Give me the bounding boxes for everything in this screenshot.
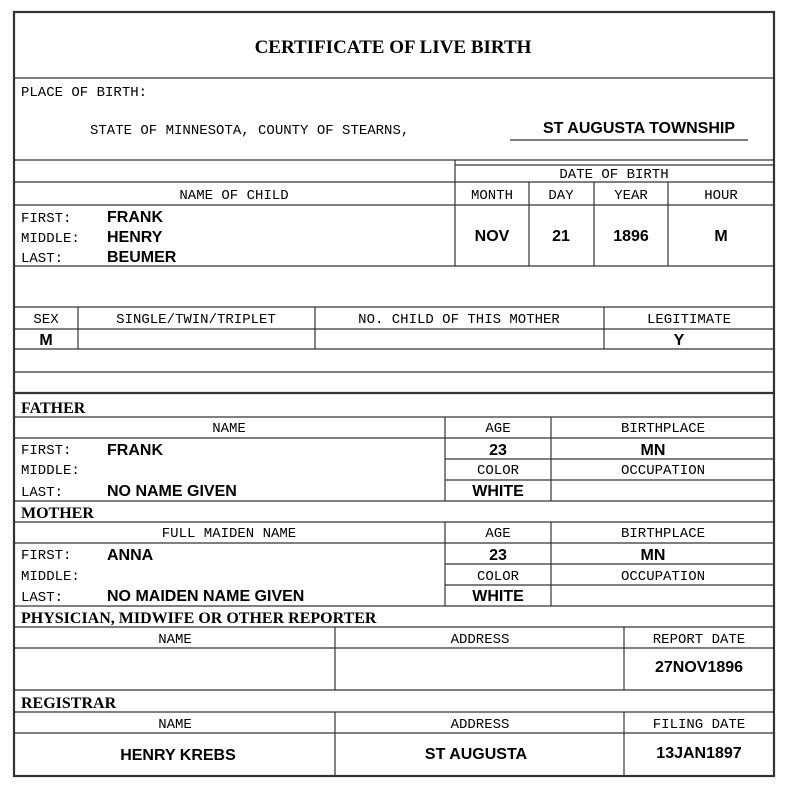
mother-last-label: LAST: [21, 590, 64, 606]
child-name-header: NAME OF CHILD [179, 188, 289, 204]
hour-header: HOUR [704, 188, 738, 204]
registrar-name-header: NAME [158, 717, 192, 733]
certificate-title: CERTIFICATE OF LIVE BIRTH [254, 37, 532, 58]
child-last-name: BEUMER [107, 249, 177, 266]
physician-name-header: NAME [158, 632, 192, 648]
mother-color: WHITE [472, 588, 524, 605]
birth-year: 1896 [613, 228, 649, 245]
child-first-label: FIRST: [21, 211, 72, 227]
mother-first-name: ANNA [107, 547, 154, 564]
father-color-header: COLOR [476, 463, 520, 479]
mother-age: 23 [489, 547, 507, 564]
legitimate-value: Y [673, 332, 685, 349]
multiple-birth-header: SINGLE/TWIN/TRIPLET [116, 312, 276, 328]
father-color: WHITE [472, 483, 524, 500]
registrar-address-header: ADDRESS [450, 717, 510, 733]
father-first-name: FRANK [107, 442, 163, 459]
child-middle-label: MIDDLE: [21, 231, 80, 247]
father-age: 23 [489, 442, 507, 459]
mother-section-label: MOTHER [21, 505, 94, 522]
mother-color-header: COLOR [476, 569, 520, 585]
birth-township: ST AUGUSTA TOWNSHIP [543, 120, 735, 137]
place-of-birth-label: PLACE OF BIRTH: [21, 85, 148, 101]
legitimate-header: LEGITIMATE [646, 312, 732, 328]
report-date: 27NOV1896 [654, 659, 744, 676]
father-middle-label: MIDDLE: [21, 463, 80, 479]
father-section-label: FATHER [21, 400, 86, 417]
father-first-label: FIRST: [21, 443, 72, 459]
physician-address-header: ADDRESS [450, 632, 510, 648]
birth-month: NOV [474, 228, 510, 245]
father-birthplace: MN [640, 442, 666, 459]
day-header: DAY [548, 188, 574, 204]
father-last-name: NO NAME GIVEN [107, 483, 237, 500]
father-last-label: LAST: [21, 485, 64, 501]
child-middle-name: HENRY [107, 229, 163, 246]
father-birthplace-header: BIRTHPLACE [620, 421, 706, 437]
mother-age-header: AGE [485, 526, 511, 542]
mother-birthplace: MN [640, 547, 666, 564]
child-number-header: NO. CHILD OF THIS MOTHER [358, 312, 560, 328]
child-first-name: FRANK [107, 209, 163, 226]
sex-header: SEX [33, 312, 59, 328]
registrar-section-label: REGISTRAR [21, 695, 117, 712]
filing-date: 13JAN1897 [656, 745, 742, 762]
mother-birthplace-header: BIRTHPLACE [620, 526, 706, 542]
father-age-header: AGE [485, 421, 511, 437]
birth-hour: M [714, 228, 728, 245]
physician-section-label: PHYSICIAN, MIDWIFE OR OTHER REPORTER [21, 610, 377, 627]
month-header: MONTH [470, 188, 514, 204]
father-occupation-header: OCCUPATION [620, 463, 706, 479]
mother-middle-label: MIDDLE: [21, 569, 80, 585]
state-county-text: STATE OF MINNESOTA, COUNTY OF STEARNS, [90, 123, 410, 139]
sex-value: M [39, 332, 53, 349]
registrar-address: ST AUGUSTA [424, 746, 528, 763]
mother-first-label: FIRST: [21, 548, 72, 564]
mother-occupation-header: OCCUPATION [620, 569, 706, 585]
mother-name-header: FULL MAIDEN NAME [161, 526, 297, 542]
birth-day: 21 [552, 228, 570, 245]
mother-last-name: NO MAIDEN NAME GIVEN [107, 588, 305, 605]
date-of-birth-header: DATE OF BIRTH [559, 167, 669, 183]
report-date-header: REPORT DATE [652, 632, 746, 648]
registrar-name: HENRY KREBS [120, 747, 236, 764]
child-last-label: LAST: [21, 251, 64, 267]
father-name-header: NAME [212, 421, 246, 437]
filing-date-header: FILING DATE [652, 717, 746, 733]
year-header: YEAR [614, 188, 648, 204]
